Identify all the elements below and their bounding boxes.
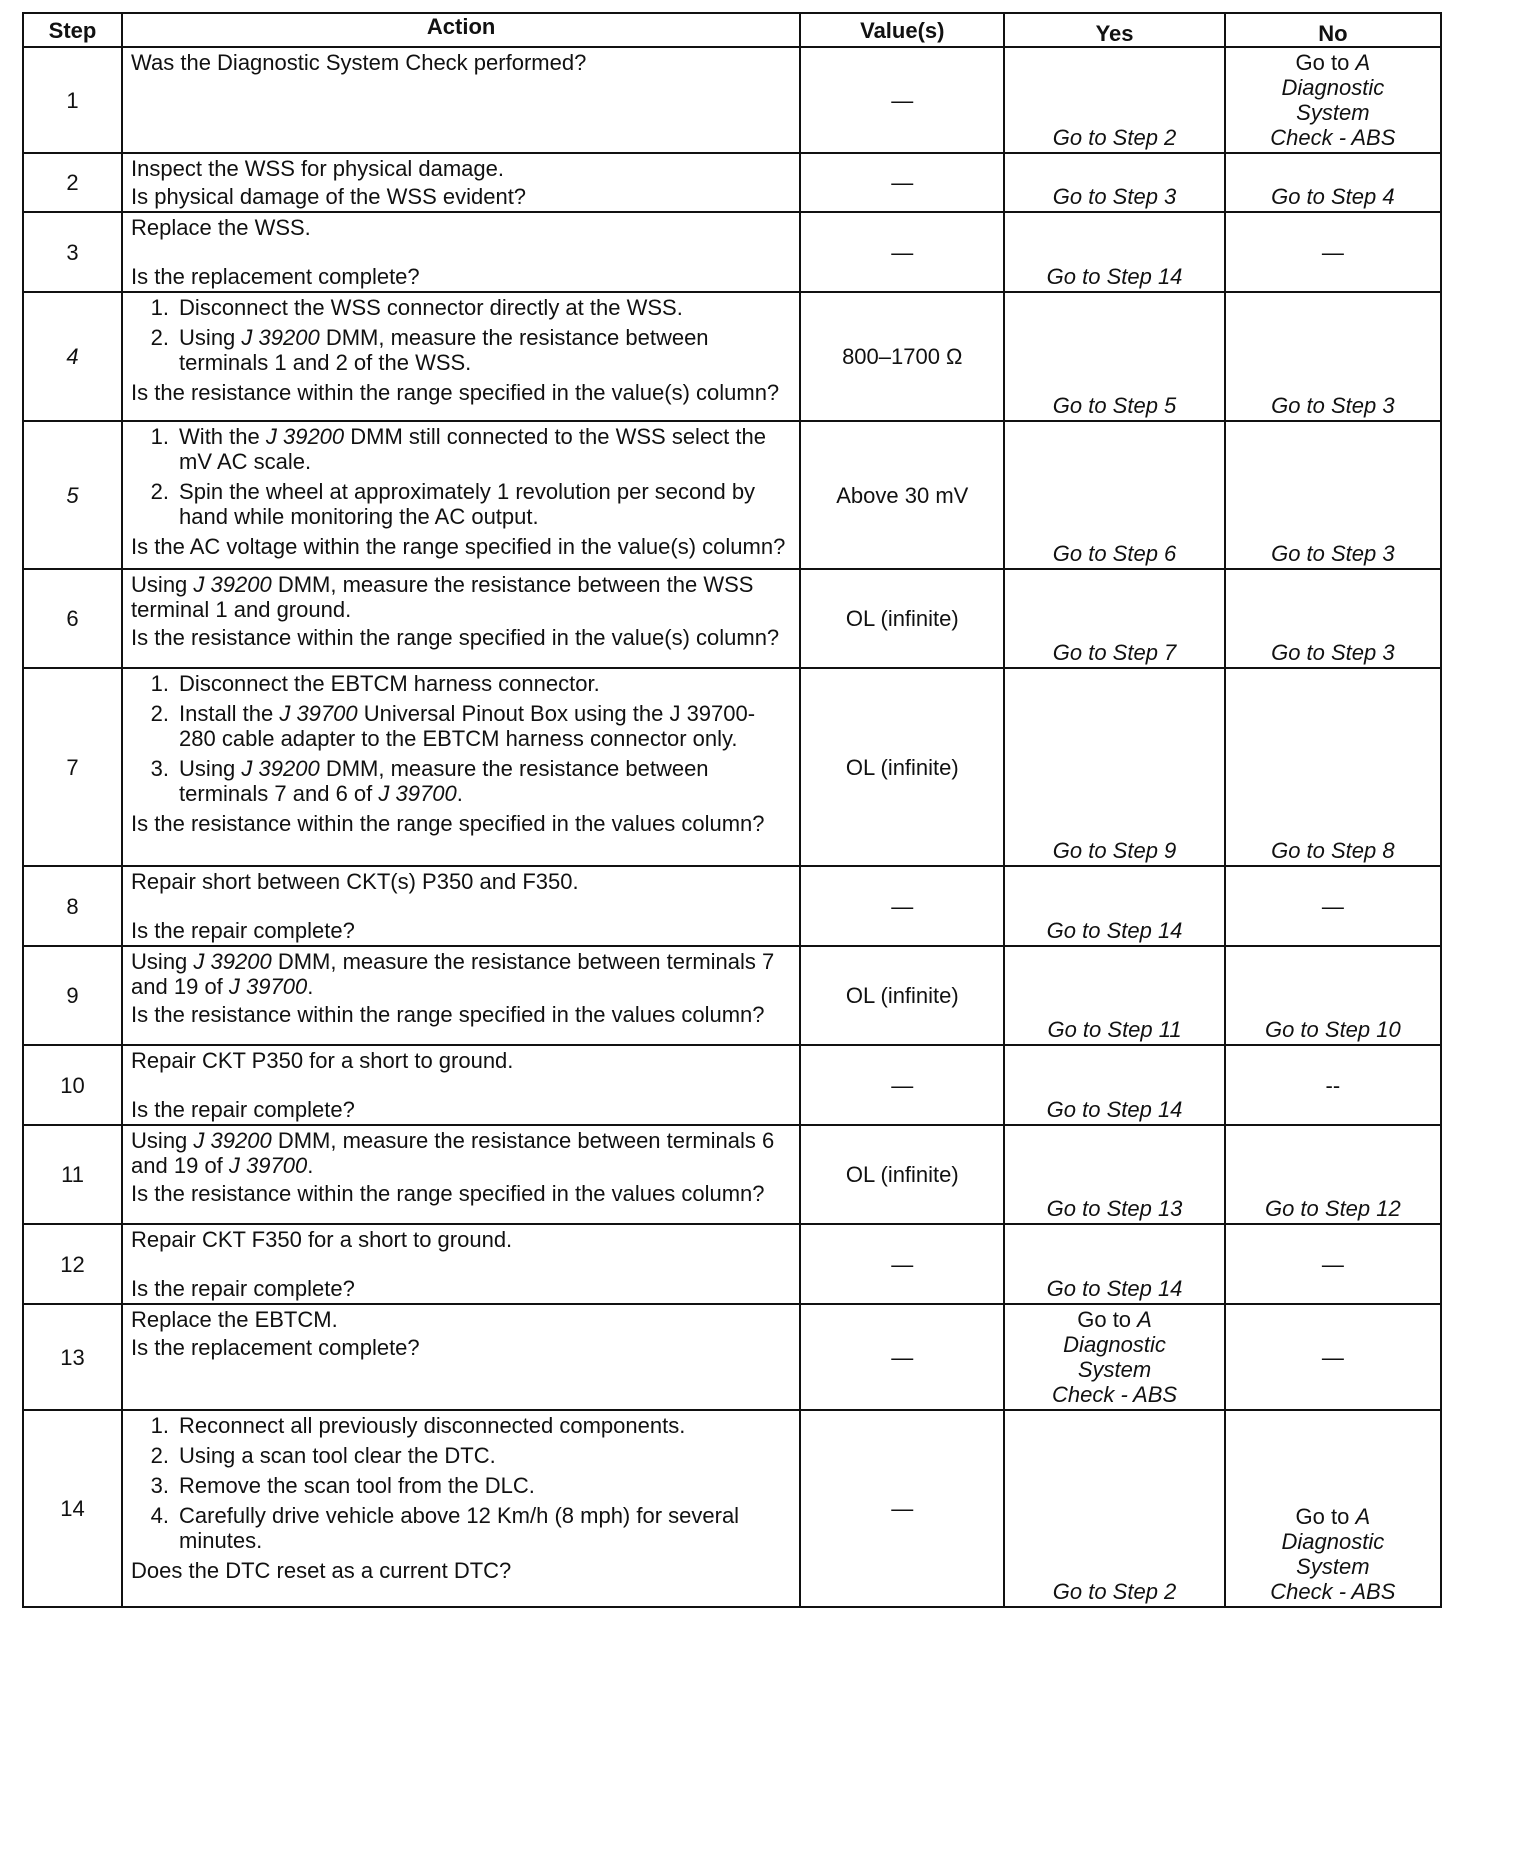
- step-number: 14: [23, 1410, 122, 1607]
- no-link[interactable]: Go to Step 3: [1271, 541, 1395, 566]
- yes-cell: [1004, 1224, 1224, 1304]
- action-question: Is the replacement complete?: [131, 1335, 420, 1360]
- action-question: Does the DTC reset as a current DTC?: [131, 1558, 512, 1583]
- step-number: 2: [23, 153, 122, 212]
- value-cell: OL (infinite): [800, 569, 1004, 668]
- action-step: 2. Spin the wheel at approximately 1 revolution per second by hand while monitoring the AC output.: [175, 479, 791, 529]
- value-cell: —: [800, 1224, 1004, 1304]
- header-step: Step: [23, 13, 122, 47]
- yes-link[interactable]: Go to Step 2: [1052, 125, 1177, 150]
- yes-cell: [1004, 421, 1224, 569]
- yes-cell: [1004, 1045, 1224, 1125]
- action-cell: [122, 1224, 800, 1304]
- action-step: 1. Disconnect the WSS connector directly at the WSS.: [175, 295, 791, 320]
- action-cell: [122, 946, 800, 1045]
- yes-cell: [1004, 292, 1224, 421]
- no-cell: [1225, 1125, 1441, 1224]
- action-cell: [122, 1410, 800, 1607]
- yes-link[interactable]: Go to Step 14: [1046, 1097, 1183, 1122]
- no-link-line[interactable]: System: [1296, 1554, 1370, 1579]
- table-row: [23, 292, 1441, 421]
- action-text: Replace the EBTCM.: [131, 1307, 338, 1332]
- header-values: Value(s): [800, 13, 1004, 47]
- action-cell: [122, 668, 800, 866]
- table-row: [23, 153, 1441, 212]
- action-cell: [122, 1045, 800, 1125]
- action-question: Is the resistance within the range specified in the values column?: [131, 1181, 765, 1206]
- step-number: 9: [23, 946, 122, 1045]
- action-cell: [122, 1304, 800, 1410]
- yes-link-em: A: [1137, 1307, 1152, 1332]
- no-cell: [1225, 47, 1441, 153]
- no-link-em: A: [1355, 1504, 1371, 1529]
- no-cell: [1225, 946, 1441, 1045]
- action-steps: [131, 424, 791, 529]
- step-number: 11: [23, 1125, 122, 1224]
- table-row: [23, 47, 1441, 153]
- table-row: [23, 668, 1441, 866]
- action-step: 2. Using J 39200 DMM, measure the resistance between terminals 1 and 2 of the WSS.: [175, 325, 791, 375]
- action-cell: [122, 47, 800, 153]
- yes-link[interactable]: [1013, 1307, 1215, 1332]
- value-cell: —: [800, 1410, 1004, 1607]
- yes-link[interactable]: Go to Step 7: [1052, 640, 1177, 665]
- action-cell: [122, 866, 800, 946]
- no-link[interactable]: Go to Step 3: [1271, 640, 1395, 665]
- no-link-line[interactable]: Check - ABS: [1270, 1579, 1396, 1604]
- no-cell: [1225, 292, 1441, 421]
- action-cell: [122, 421, 800, 569]
- table-row: [23, 1125, 1441, 1224]
- no-cell: [1225, 668, 1441, 866]
- no-cell: [1225, 1410, 1441, 1607]
- action-text: Inspect the WSS for physical damage.: [131, 156, 505, 181]
- header-no: No: [1225, 13, 1441, 47]
- no-cell: [1225, 153, 1441, 212]
- yes-cell: [1004, 1125, 1224, 1224]
- step-number: 12: [23, 1224, 122, 1304]
- action-question: Was the Diagnostic System Check performed?: [131, 50, 587, 75]
- value-cell: OL (infinite): [800, 946, 1004, 1045]
- no-link[interactable]: [1234, 50, 1432, 75]
- no-link-em: A: [1355, 50, 1371, 75]
- value-cell: OL (infinite): [800, 1125, 1004, 1224]
- action-steps: [131, 295, 791, 375]
- yes-cell: [1004, 212, 1224, 292]
- no-cell: --: [1225, 1045, 1441, 1125]
- action-question: Is the resistance within the range specified in the value(s) column?: [131, 380, 780, 405]
- yes-link[interactable]: Go to Step 5: [1052, 393, 1177, 418]
- yes-cell: [1004, 153, 1224, 212]
- no-link[interactable]: [1234, 1504, 1432, 1529]
- no-cell: —: [1225, 866, 1441, 946]
- diagnostic-table: [22, 12, 1442, 1608]
- no-cell: —: [1225, 1224, 1441, 1304]
- no-link[interactable]: Go to Step 8: [1271, 838, 1395, 863]
- action-text: Repair short between CKT(s) P350 and F350.: [131, 869, 579, 894]
- table-row: [23, 866, 1441, 946]
- no-cell: [1225, 421, 1441, 569]
- yes-link[interactable]: Go to Step 11: [1047, 1017, 1182, 1042]
- action-steps: [131, 671, 791, 806]
- action-cell: [122, 569, 800, 668]
- table-body: [23, 47, 1441, 1607]
- table-row: [23, 1410, 1441, 1607]
- table-row: [23, 212, 1441, 292]
- yes-link[interactable]: Go to Step 14: [1046, 264, 1183, 289]
- yes-cell: [1004, 1410, 1224, 1607]
- yes-link[interactable]: Go to Step 14: [1046, 918, 1183, 943]
- step-number: 10: [23, 1045, 122, 1125]
- table-row: [23, 569, 1441, 668]
- yes-cell: [1004, 668, 1224, 866]
- action-step: 1. Reconnect all previously disconnected components.: [175, 1413, 791, 1438]
- action-cell: [122, 153, 800, 212]
- table-row: [23, 1304, 1441, 1410]
- action-question: Is the resistance within the range specified in the value(s) column?: [131, 625, 780, 650]
- table-row: [23, 1045, 1441, 1125]
- action-text: Replace the WSS.: [131, 215, 311, 240]
- value-cell: —: [800, 1045, 1004, 1125]
- action-text: Repair CKT F350 for a short to ground.: [131, 1227, 513, 1252]
- action-steps: [131, 1413, 791, 1553]
- action-step: 4. Carefully drive vehicle above 12 Km/h (8 mph) for several minutes.: [175, 1503, 791, 1553]
- no-link-text: Go to: [1295, 1504, 1356, 1529]
- value-cell: —: [800, 153, 1004, 212]
- value-cell: 800–1700 Ω: [800, 292, 1004, 421]
- table-row: [23, 946, 1441, 1045]
- step-number: 13: [23, 1304, 122, 1410]
- header-row: [23, 13, 1441, 47]
- yes-cell: [1004, 866, 1224, 946]
- yes-link-text: Go to: [1077, 1307, 1138, 1332]
- no-link-text: Go to: [1295, 50, 1356, 75]
- action-step: 3. Remove the scan tool from the DLC.: [175, 1473, 791, 1498]
- no-link-line[interactable]: Diagnostic: [1281, 1529, 1385, 1554]
- yes-link[interactable]: Go to Step 6: [1052, 541, 1177, 566]
- action-question: Is physical damage of the WSS evident?: [131, 184, 527, 209]
- value-cell: —: [800, 212, 1004, 292]
- value-cell: —: [800, 866, 1004, 946]
- table-header: [23, 13, 1441, 47]
- no-cell: —: [1225, 212, 1441, 292]
- action-step: 2. Using a scan tool clear the DTC.: [175, 1443, 791, 1468]
- action-text: Using J 39200 DMM, measure the resistance between terminals 6 and 19 of J 39700.: [131, 1128, 775, 1178]
- action-cell: [122, 1125, 800, 1224]
- step-number: 6: [23, 569, 122, 668]
- action-step: 1. With the J 39200 DMM still connected to the WSS select the mV AC scale.: [175, 424, 791, 474]
- action-cell: [122, 212, 800, 292]
- step-number: 4: [23, 292, 122, 421]
- action-cell: [122, 292, 800, 421]
- yes-cell: [1004, 569, 1224, 668]
- yes-link[interactable]: Go to Step 13: [1046, 1196, 1183, 1221]
- value-cell: —: [800, 47, 1004, 153]
- yes-cell: [1004, 47, 1224, 153]
- action-text: Using J 39200 DMM, measure the resistance between terminals 7 and 19 of J 39700.: [131, 949, 775, 999]
- action-text: Repair CKT P350 for a short to ground.: [131, 1048, 514, 1073]
- no-link[interactable]: Go to Step 4: [1271, 184, 1395, 209]
- yes-link[interactable]: Go to Step 9: [1052, 838, 1177, 863]
- step-number: 3: [23, 212, 122, 292]
- action-step: 3. Using J 39200 DMM, measure the resistance between terminals 7 and 6 of J 39700.: [175, 756, 791, 806]
- action-question: Is the repair complete?: [131, 1097, 355, 1122]
- action-question: Is the resistance within the range specified in the values column?: [131, 1002, 765, 1027]
- no-link[interactable]: Go to Step 3: [1271, 393, 1395, 418]
- no-link[interactable]: Go to Step 12: [1264, 1196, 1401, 1221]
- no-link-line[interactable]: Check - ABS: [1270, 125, 1396, 150]
- no-link-line[interactable]: Diagnostic: [1281, 75, 1385, 100]
- no-cell: [1225, 569, 1441, 668]
- no-cell: —: [1225, 1304, 1441, 1410]
- step-number: 1: [23, 47, 122, 153]
- action-question: Is the repair complete?: [131, 918, 355, 943]
- yes-link-line[interactable]: Diagnostic: [1063, 1332, 1166, 1357]
- action-text: Using J 39200 DMM, measure the resistance between the WSS terminal 1 and ground.: [131, 572, 754, 622]
- action-question: Is the resistance within the range specified in the values column?: [131, 811, 765, 836]
- step-number: 7: [23, 668, 122, 866]
- header-yes: Yes: [1004, 13, 1224, 47]
- action-question: Is the AC voltage within the range specified in the value(s) column?: [131, 534, 786, 559]
- step-number: 8: [23, 866, 122, 946]
- yes-link[interactable]: Go to Step 2: [1052, 1579, 1177, 1604]
- value-cell: Above 30 mV: [800, 421, 1004, 569]
- no-link-line[interactable]: System: [1296, 100, 1370, 125]
- action-step: 1. Disconnect the EBTCM harness connector.: [175, 671, 791, 696]
- yes-link-line[interactable]: System: [1077, 1357, 1152, 1382]
- step-number: 5: [23, 421, 122, 569]
- yes-cell: [1004, 946, 1224, 1045]
- yes-cell: [1004, 1304, 1224, 1410]
- action-question: Is the replacement complete?: [131, 264, 420, 289]
- table-row: [23, 1224, 1441, 1304]
- action-step: 2. Install the J 39700 Universal Pinout Box using the J 39700-280 cable adapter to the EBTCM harness connector only.: [175, 701, 791, 751]
- table-row: [23, 421, 1441, 569]
- header-action: Action: [122, 13, 800, 47]
- yes-link[interactable]: Go to Step 14: [1046, 1276, 1183, 1301]
- yes-link-line[interactable]: Check - ABS: [1051, 1382, 1178, 1407]
- action-question: Is the repair complete?: [131, 1276, 355, 1301]
- value-cell: OL (infinite): [800, 668, 1004, 866]
- value-cell: —: [800, 1304, 1004, 1410]
- no-link[interactable]: Go to Step 10: [1264, 1017, 1401, 1042]
- yes-link[interactable]: Go to Step 3: [1052, 184, 1177, 209]
